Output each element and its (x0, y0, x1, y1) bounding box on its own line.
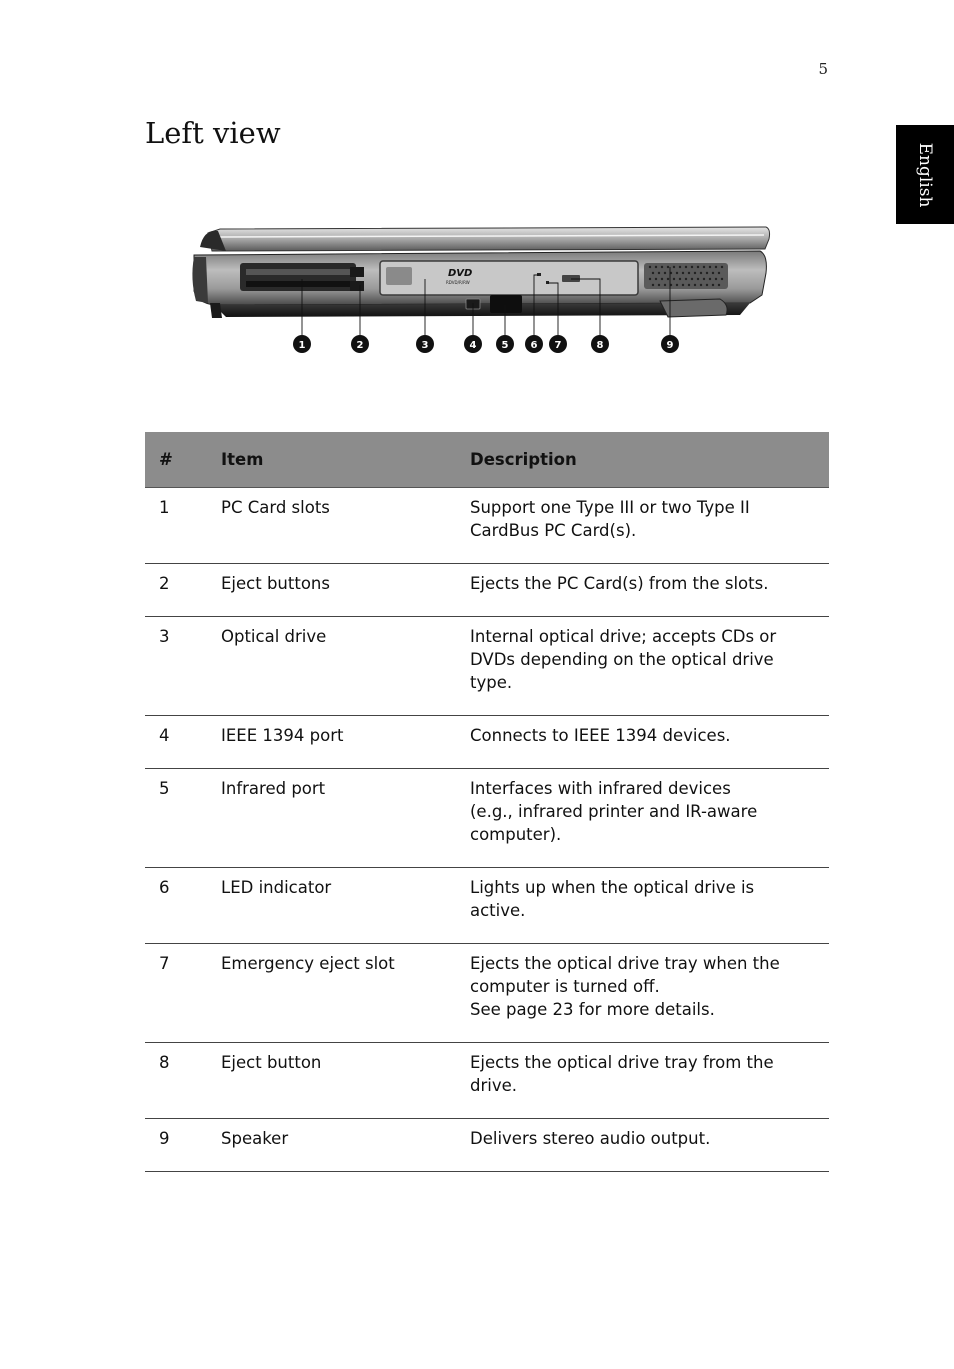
drive-eject-button (562, 275, 580, 282)
table-row (145, 1119, 829, 1172)
svg-text:9: 9 (666, 340, 674, 351)
callout-9 (661, 335, 679, 353)
row-description (456, 1043, 829, 1119)
table-row (145, 769, 829, 868)
svg-text:4: 4 (469, 340, 477, 351)
optical-drive (380, 261, 638, 295)
row-item: Eject button (207, 1043, 456, 1119)
row-num: 1 (145, 488, 207, 564)
laptop-illustration (160, 163, 810, 395)
description-line: drive. (470, 1076, 518, 1095)
description-line: Delivers stereo audio output. (470, 1129, 711, 1148)
description-line: type. (470, 673, 513, 692)
table-row (145, 868, 829, 944)
svg-text:7: 7 (554, 340, 562, 351)
description-line: Interfaces with infrared devices (470, 779, 731, 798)
callout-4 (464, 335, 482, 353)
left-view-table (145, 432, 829, 1172)
row-item: Optical drive (207, 617, 456, 716)
row-num: 6 (145, 868, 207, 944)
row-description (456, 716, 829, 769)
description-line: DVDs depending on the optical drive (470, 650, 774, 669)
svg-text:5: 5 (501, 340, 509, 351)
speaker-grille (644, 263, 728, 289)
svg-text:8: 8 (596, 340, 604, 351)
emergency-eject-hole (546, 281, 549, 284)
header-description: Description (456, 432, 829, 488)
description-line: active. (470, 901, 526, 920)
row-item: LED indicator (207, 868, 456, 944)
row-description (456, 617, 829, 716)
row-num: 9 (145, 1119, 207, 1172)
callout-3 (416, 335, 434, 353)
description-line: Lights up when the optical drive is (470, 878, 755, 897)
description-line: Internal optical drive; accepts CDs or (470, 627, 777, 646)
callout-8 (591, 335, 609, 353)
description-line: CardBus PC Card(s). (470, 521, 637, 540)
description-line: Support one Type III or two Type II (470, 498, 750, 517)
table-row (145, 617, 829, 716)
row-item: Eject buttons (207, 564, 456, 617)
row-description (456, 769, 829, 868)
svg-text:2: 2 (356, 340, 364, 351)
row-description (456, 1119, 829, 1172)
header-num: # (145, 432, 207, 488)
description-line: Ejects the optical drive tray when the (470, 954, 780, 973)
table-row (145, 564, 829, 617)
row-num: 7 (145, 944, 207, 1043)
description-line: computer is turned off. (470, 977, 660, 996)
description-line: See page 23 for more details. (470, 1000, 715, 1019)
row-num: 8 (145, 1043, 207, 1119)
row-item: Emergency eject slot (207, 944, 456, 1043)
drive-led (537, 273, 541, 276)
infrared-port (490, 295, 522, 313)
row-description (456, 944, 829, 1043)
row-num: 2 (145, 564, 207, 617)
table-row (145, 488, 829, 564)
callout-6 (525, 335, 543, 353)
language-tab (896, 125, 954, 224)
table-header-row (145, 432, 829, 488)
callout-7 (549, 335, 567, 353)
description-line: (e.g., infrared printer and IR-aware (470, 802, 758, 821)
row-item: Infrared port (207, 769, 456, 868)
callout-5 (496, 335, 514, 353)
row-num: 5 (145, 769, 207, 868)
row-item: Speaker (207, 1119, 456, 1172)
row-description (456, 868, 829, 944)
page-number: 5 (818, 60, 828, 78)
callout-2 (351, 335, 369, 353)
row-item: IEEE 1394 port (207, 716, 456, 769)
row-num: 4 (145, 716, 207, 769)
dvd-logo: DVD (448, 268, 473, 279)
description-line: Connects to IEEE 1394 devices. (470, 726, 731, 745)
row-item: PC Card slots (207, 488, 456, 564)
language-tab-label: English (915, 142, 935, 207)
description-line: computer). (470, 825, 562, 844)
laptop-lid (208, 227, 770, 251)
table-row (145, 1043, 829, 1119)
row-num: 3 (145, 617, 207, 716)
svg-text:6: 6 (530, 340, 538, 351)
dvd-sub-label: RDVD/R/RW (446, 280, 470, 285)
header-item: Item (207, 432, 456, 488)
callout-1 (293, 335, 311, 353)
svg-text:1: 1 (298, 340, 306, 351)
pc-card-slot (240, 263, 356, 291)
row-description (456, 564, 829, 617)
description-line: Ejects the optical drive tray from the (470, 1053, 774, 1072)
page-title: Left view (145, 116, 281, 150)
table-row (145, 716, 829, 769)
description-line: Ejects the PC Card(s) from the slots. (470, 574, 769, 593)
row-description (456, 488, 829, 564)
laptop-left-view-figure (160, 163, 810, 395)
svg-text:3: 3 (421, 340, 429, 351)
table-row (145, 944, 829, 1043)
